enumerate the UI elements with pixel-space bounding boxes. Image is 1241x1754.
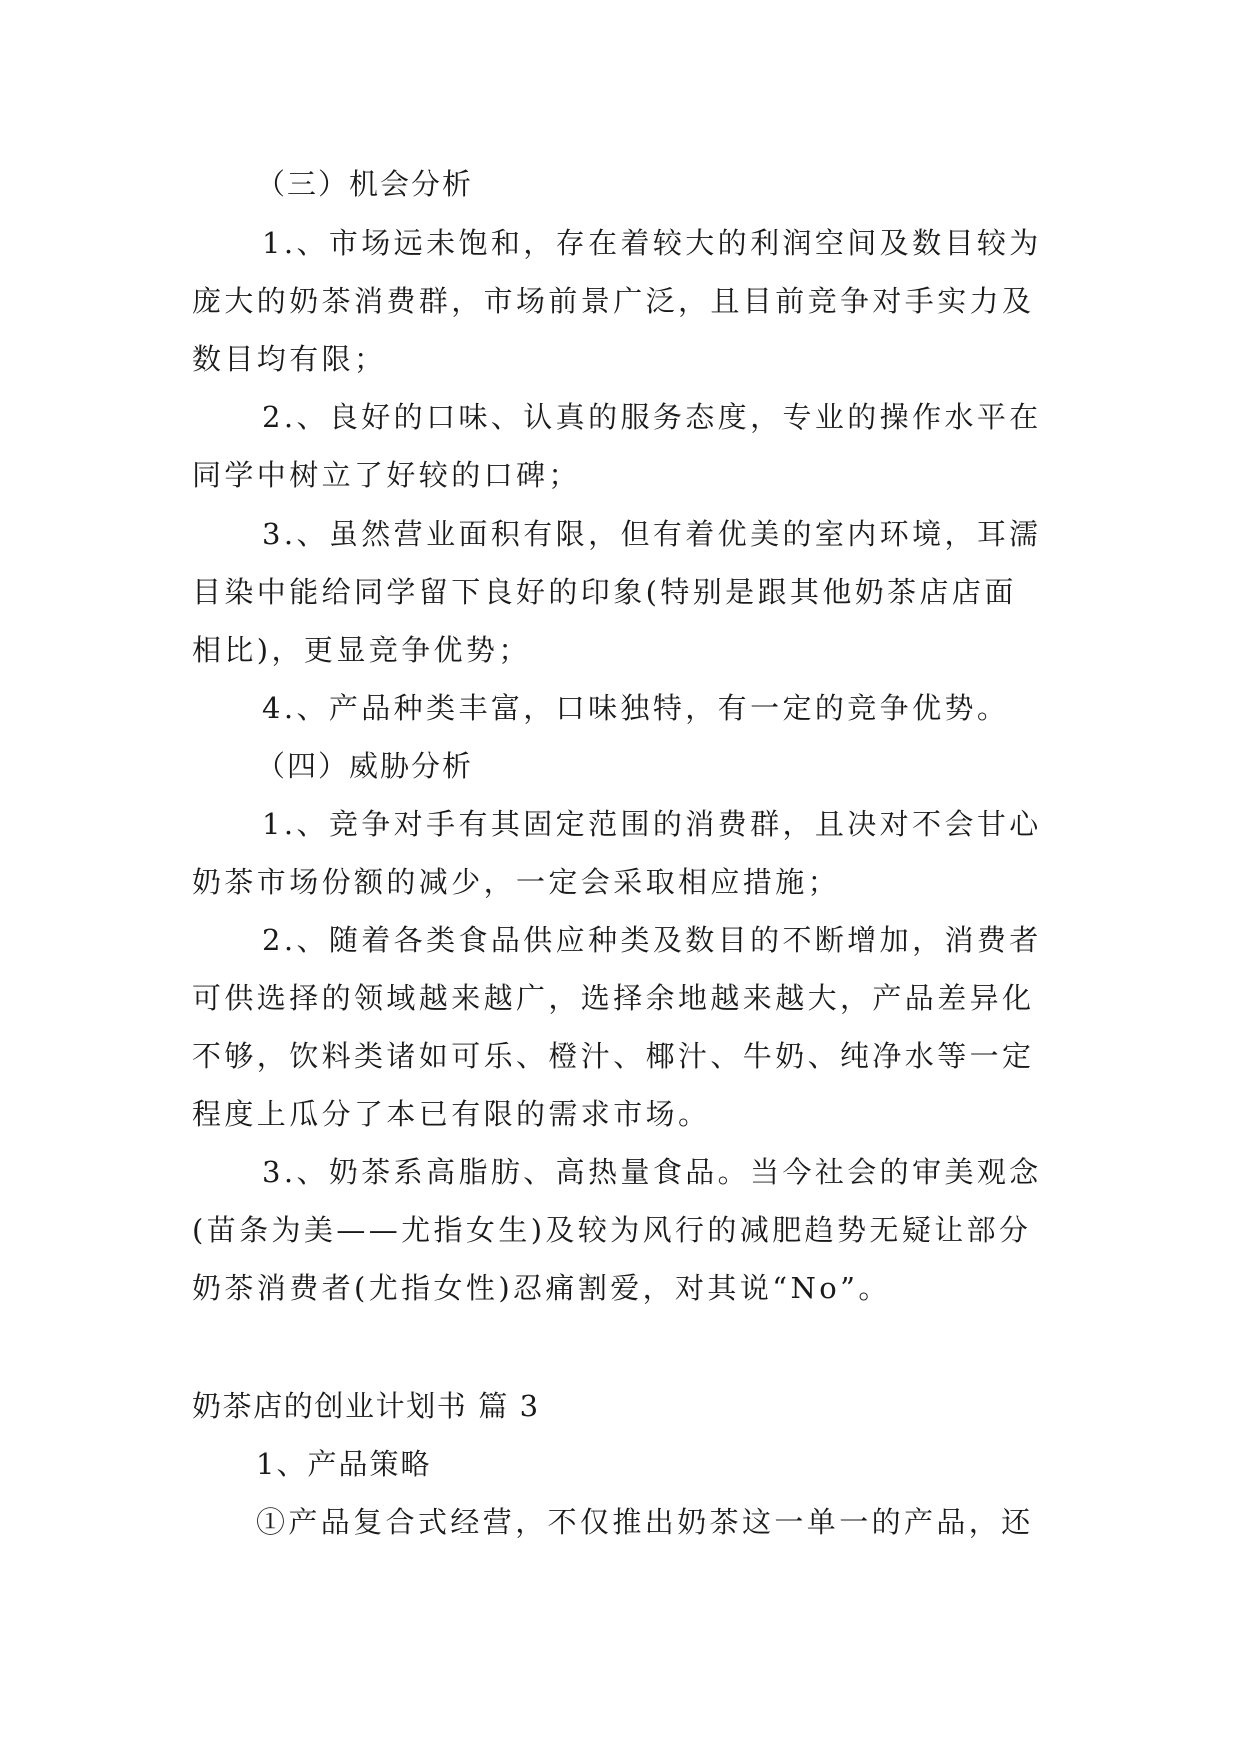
paragraph-line: 3.、虽然营业面积有限，但有着优美的室内环境，耳濡 <box>262 517 1042 551</box>
paragraph-line: 可供选择的领域越来越广，选择余地越来越大，产品差异化 <box>192 981 1035 1015</box>
paragraph-line: 奶茶消费者(尤指女性)忍痛割爱，对其说“No”。 <box>192 1271 891 1305</box>
paragraph-line: 相比)，更显竞争优势； <box>192 633 531 667</box>
paragraph-line: 1.、竞争对手有其固定范围的消费群，且决对不会甘心 <box>262 807 1042 841</box>
paragraph-line: 庞大的奶茶消费群，市场前景广泛，且目前竞争对手实力及 <box>192 284 1035 318</box>
paragraph-line: 3.、奶茶系高脂肪、高热量食品。当今社会的审美观念 <box>262 1155 1042 1189</box>
paragraph-line: 不够，饮料类诸如可乐、橙汁、椰汁、牛奶、纯净水等一定 <box>192 1039 1035 1073</box>
subsection-heading: 1、产品策略 <box>256 1447 432 1481</box>
paragraph-line: 奶茶市场份额的减少，一定会采取相应措施； <box>192 865 841 899</box>
paragraph-line: 2.、良好的口味、认真的服务态度，专业的操作水平在 <box>262 400 1042 434</box>
paragraph-line: 目染中能给同学留下良好的印象(特别是跟其他奶茶店店面 <box>192 575 1017 609</box>
paragraph-line: 程度上瓜分了本已有限的需求市场。 <box>192 1097 711 1131</box>
paragraph-line: 同学中树立了好较的口碑； <box>192 458 581 492</box>
paragraph-line: ①产品复合式经营，不仅推出奶茶这一单一的产品，还 <box>256 1505 1034 1539</box>
paragraph-line: 4.、产品种类丰富，口味独特，有一定的竞争优势。 <box>262 691 1010 725</box>
section-heading-opportunity: （三）机会分析 <box>256 167 474 201</box>
paragraph-line: (苗条为美——尤指女生)及较为风行的减肥趋势无疑让部分 <box>192 1213 1032 1247</box>
paragraph-line: 数目均有限； <box>192 342 387 376</box>
paragraph-line: 2.、随着各类食品供应种类及数目的不断增加，消费者 <box>262 923 1042 957</box>
paragraph-line: 1.、市场远未饱和，存在着较大的利润空间及数目较为 <box>262 226 1042 260</box>
section-title: 奶茶店的创业计划书 篇 3 <box>192 1389 540 1423</box>
section-heading-threat: （四）威胁分析 <box>256 749 474 783</box>
